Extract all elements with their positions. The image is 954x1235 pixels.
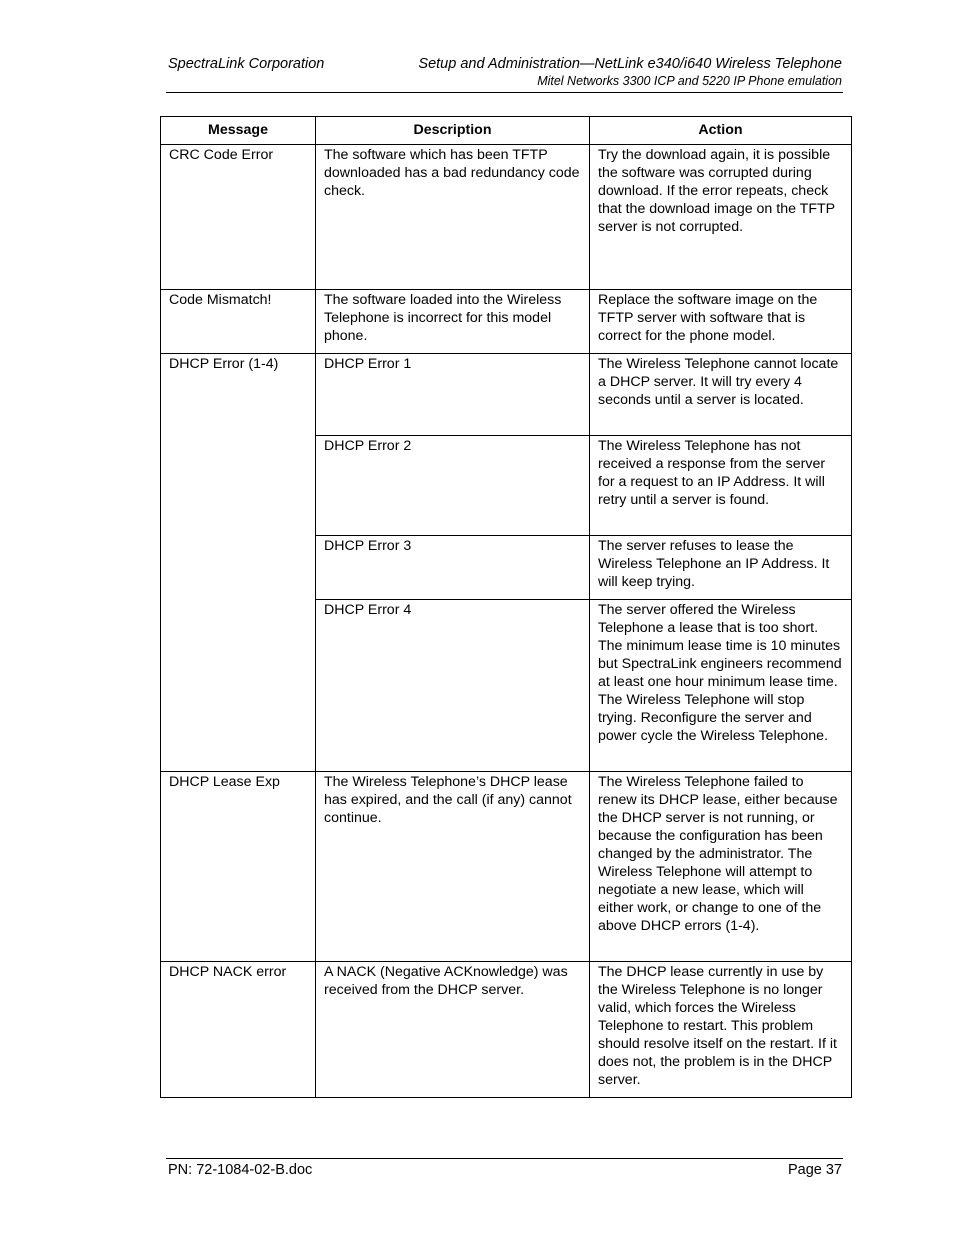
description-cell: DHCP Error 2 (316, 436, 590, 536)
description-cell: The software loaded into the Wireless Telephone is incorrect for this model phone. (316, 290, 590, 354)
table-row (161, 772, 852, 962)
message-cell: CRC Code Error (161, 145, 316, 290)
table-row (161, 290, 852, 354)
action-cell: The Wireless Telephone has not received a response from the server for a request to an IP Address. It will retry until a server is found. (590, 436, 852, 536)
table-row (161, 962, 852, 1098)
header-title: Setup and Administration—NetLink e340/i640 Wireless Telephone (418, 56, 842, 72)
message-cell: DHCP NACK error (161, 962, 316, 1098)
action-cell: The DHCP lease currently in use by the Wireless Telephone is no longer valid, which forces the Wireless Telephone to restart. This problem should resolve itself on the restart. If it does not, the problem is in the DHCP server. (590, 962, 852, 1098)
footer-doc-id: PN: 72-1084-02-B.doc (168, 1162, 313, 1178)
table-row (161, 354, 852, 436)
footer-divider (166, 1158, 843, 1159)
action-cell: Replace the software image on the TFTP server with software that is correct for the phone model. (590, 290, 852, 354)
header-divider (166, 92, 843, 93)
header-subtitle: Mitel Networks 3300 ICP and 5220 IP Phone emulation (537, 74, 842, 88)
description-cell: DHCP Error 4 (316, 600, 590, 772)
table-row (161, 145, 852, 290)
message-cell: DHCP Lease Exp (161, 772, 316, 962)
action-cell: The Wireless Telephone cannot locate a DHCP server. It will try every 4 seconds until a server is located. (590, 354, 852, 436)
description-cell: DHCP Error 1 (316, 354, 590, 436)
action-cell: The Wireless Telephone failed to renew its DHCP lease, either because the DHCP server is not running, or because the configuration has been changed by the administrator. The Wireless Telephone will attempt to negotiate a new lease, which will either work, or change to one of the above DHCP errors (1-4). (590, 772, 852, 962)
action-cell: Try the download again, it is possible the software was corrupted during download. If the error repeats, check that the download image on the TFTP server is not corrupted. (590, 145, 852, 290)
description-cell: DHCP Error 3 (316, 536, 590, 600)
description-cell: The Wireless Telephone’s DHCP lease has expired, and the call (if any) cannot continue. (316, 772, 590, 962)
message-cell: Code Mismatch! (161, 290, 316, 354)
header-block (418, 56, 842, 89)
action-cell: The server refuses to lease the Wireless Telephone an IP Address. It will keep trying. (590, 536, 852, 600)
table-header-row (161, 117, 852, 145)
description-cell: The software which has been TFTP downloaded has a bad redundancy code check. (316, 145, 590, 290)
column-header-description: Description (316, 117, 590, 145)
action-cell: The server offered the Wireless Telephone a lease that is too short. The minimum lease time is 10 minutes but SpectraLink engineers recommend at least one hour minimum lease time. The Wireless Telephone will stop trying. Reconfigure the server and power cycle the Wireless Telephone. (590, 600, 852, 772)
header-company: SpectraLink Corporation (168, 56, 325, 72)
message-cell: DHCP Error (1-4) (161, 354, 316, 772)
column-header-message: Message (161, 117, 316, 145)
column-header-action: Action (590, 117, 852, 145)
message-table (160, 116, 852, 1098)
footer-page-number: Page 37 (787, 1162, 842, 1178)
description-cell: A NACK (Negative ACKnowledge) was received from the DHCP server. (316, 962, 590, 1098)
